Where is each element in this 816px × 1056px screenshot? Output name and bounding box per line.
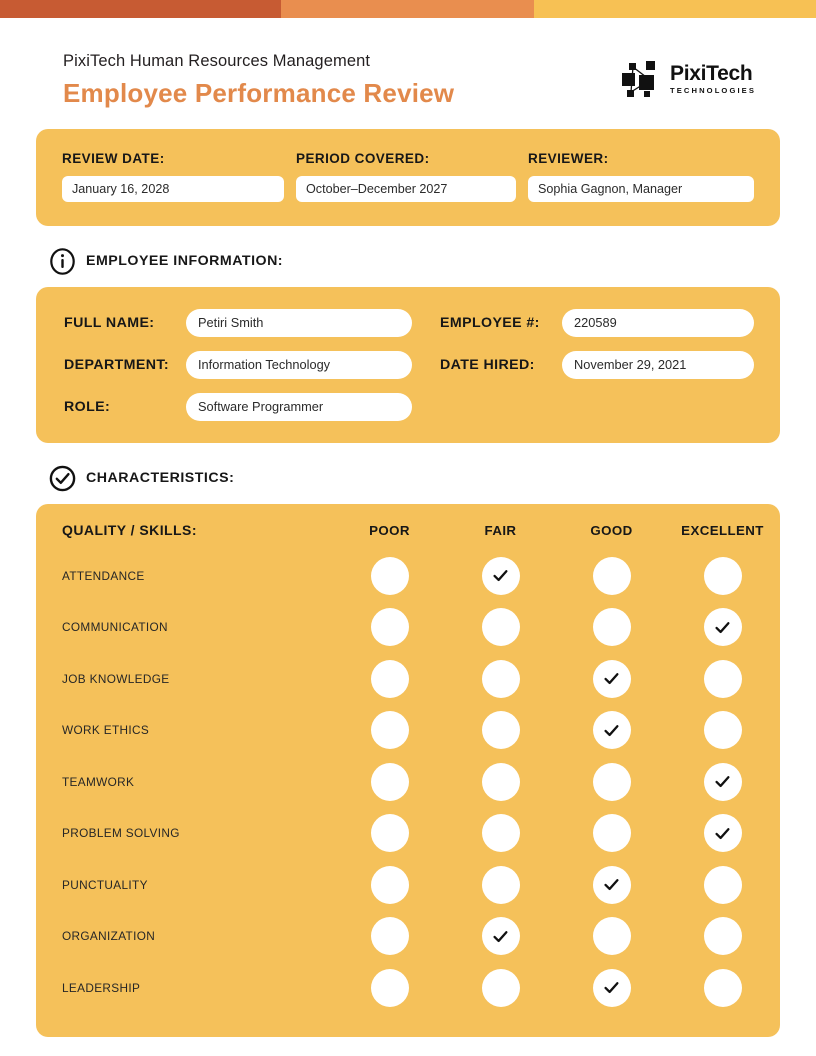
top-bar-segment-3 bbox=[534, 0, 816, 18]
reviewer-field[interactable]: Sophia Gagnon, Manager bbox=[528, 176, 754, 202]
rating-option-selected[interactable] bbox=[704, 763, 742, 801]
period-covered-field[interactable]: October–December 2027 bbox=[296, 176, 516, 202]
rating-header-good bbox=[556, 522, 667, 540]
row-label: ORGANIZATION bbox=[62, 929, 156, 944]
rating-cell-good bbox=[556, 814, 667, 852]
employee-information-heading bbox=[49, 248, 816, 275]
characteristics-table bbox=[36, 504, 780, 1038]
rating-header-label: GOOD bbox=[590, 522, 633, 538]
rating-header-poor bbox=[334, 522, 445, 540]
row-label-cell bbox=[36, 979, 334, 997]
table-row bbox=[36, 550, 780, 602]
rating-option[interactable] bbox=[704, 969, 742, 1007]
rating-header-label: POOR bbox=[369, 522, 410, 538]
row-label-cell bbox=[36, 567, 334, 585]
rating-option[interactable] bbox=[482, 814, 520, 852]
rating-option[interactable] bbox=[371, 866, 409, 904]
row-label: ATTENDANCE bbox=[62, 568, 145, 583]
rating-option[interactable] bbox=[704, 917, 742, 955]
rating-cell-excellent bbox=[667, 763, 778, 801]
rating-cell-poor bbox=[334, 660, 445, 698]
pixitech-logo bbox=[620, 58, 756, 100]
department-field[interactable]: Information Technology bbox=[186, 351, 412, 379]
rating-option-selected[interactable] bbox=[704, 608, 742, 646]
rating-option[interactable] bbox=[593, 608, 631, 646]
rating-cell-poor bbox=[334, 866, 445, 904]
rating-option[interactable] bbox=[482, 711, 520, 749]
rating-option[interactable] bbox=[704, 866, 742, 904]
employee-information-panel bbox=[36, 287, 780, 443]
logo-mark-icon bbox=[620, 58, 664, 100]
rating-cell-fair bbox=[445, 969, 556, 1007]
review-date-field[interactable]: January 16, 2028 bbox=[62, 176, 284, 202]
characteristics-heading bbox=[49, 465, 816, 492]
rating-cell-fair bbox=[445, 814, 556, 852]
quality-skills-header-cell bbox=[36, 522, 334, 540]
rating-option-selected[interactable] bbox=[593, 711, 631, 749]
rating-cell-fair bbox=[445, 917, 556, 955]
department-label: DEPARTMENT: bbox=[64, 356, 170, 373]
rating-cell-poor bbox=[334, 608, 445, 646]
rating-option[interactable] bbox=[482, 763, 520, 801]
rating-option[interactable] bbox=[704, 711, 742, 749]
employee-number-field[interactable]: 220589 bbox=[562, 309, 754, 337]
top-bar-segment-2 bbox=[281, 0, 534, 18]
table-row bbox=[36, 704, 780, 756]
rating-header-fair bbox=[445, 522, 556, 540]
rating-cell-excellent bbox=[667, 711, 778, 749]
rating-cell-poor bbox=[334, 969, 445, 1007]
page-title: Employee Performance Review bbox=[63, 77, 455, 108]
table-row bbox=[36, 756, 780, 808]
header-titles bbox=[63, 48, 454, 109]
employee-number-label: EMPLOYEE #: bbox=[440, 314, 540, 331]
quality-skills-header: QUALITY / SKILLS: bbox=[62, 521, 197, 538]
date-hired-label: DATE HIRED: bbox=[440, 356, 535, 373]
rating-cell-good bbox=[556, 917, 667, 955]
row-label-cell bbox=[36, 721, 334, 739]
rating-cell-good bbox=[556, 557, 667, 595]
review-meta-panel bbox=[36, 129, 780, 226]
rating-option[interactable] bbox=[371, 711, 409, 749]
rating-cell-fair bbox=[445, 608, 556, 646]
department-group bbox=[64, 351, 440, 379]
rating-option[interactable] bbox=[704, 557, 742, 595]
table-row bbox=[36, 962, 780, 1014]
row-label: JOB KNOWLEDGE bbox=[62, 671, 170, 686]
rating-option[interactable] bbox=[371, 608, 409, 646]
role-group bbox=[64, 393, 470, 421]
row-label-cell bbox=[36, 876, 334, 894]
table-row bbox=[36, 859, 780, 911]
row-label: WORK ETHICS bbox=[62, 723, 150, 738]
row-label-cell bbox=[36, 670, 334, 688]
full-name-field[interactable]: Petiri Smith bbox=[186, 309, 412, 337]
role-label: ROLE: bbox=[64, 398, 111, 415]
rating-option-selected[interactable] bbox=[482, 917, 520, 955]
logo-name: PixiTech bbox=[670, 62, 753, 86]
rating-option-selected[interactable] bbox=[704, 814, 742, 852]
rating-cell-excellent bbox=[667, 969, 778, 1007]
table-body bbox=[36, 550, 780, 1014]
role-field[interactable]: Software Programmer bbox=[186, 393, 412, 421]
rating-option[interactable] bbox=[371, 557, 409, 595]
check-circle-icon bbox=[49, 465, 76, 492]
logo-text bbox=[670, 63, 756, 95]
rating-cell-excellent bbox=[667, 608, 778, 646]
rating-cell-good bbox=[556, 660, 667, 698]
period-covered-label: PERIOD COVERED: bbox=[296, 150, 430, 166]
reviewer-group bbox=[528, 151, 754, 202]
date-hired-field[interactable]: November 29, 2021 bbox=[562, 351, 754, 379]
rating-option[interactable] bbox=[371, 814, 409, 852]
rating-option-selected[interactable] bbox=[593, 660, 631, 698]
rating-cell-good bbox=[556, 763, 667, 801]
rating-option[interactable] bbox=[371, 660, 409, 698]
rating-cell-excellent bbox=[667, 660, 778, 698]
table-header-row bbox=[36, 522, 780, 540]
logo-subtitle: TECHNOLOGIES bbox=[670, 86, 756, 96]
rating-cell-excellent bbox=[667, 917, 778, 955]
row-label-cell bbox=[36, 927, 334, 945]
rating-header-label: FAIR bbox=[484, 522, 517, 538]
rating-header-label: EXCELLENT bbox=[681, 522, 764, 538]
rating-cell-good bbox=[556, 608, 667, 646]
review-date-label: REVIEW DATE: bbox=[62, 150, 165, 166]
rating-cell-good bbox=[556, 969, 667, 1007]
rating-option[interactable] bbox=[482, 660, 520, 698]
employee-number-group bbox=[440, 309, 754, 337]
rating-cell-poor bbox=[334, 711, 445, 749]
table-row bbox=[36, 653, 780, 705]
rating-cell-excellent bbox=[667, 866, 778, 904]
rating-option[interactable] bbox=[371, 969, 409, 1007]
top-bar-segment-1 bbox=[0, 0, 281, 18]
row-label-cell bbox=[36, 824, 334, 842]
row-label-cell bbox=[36, 618, 334, 636]
table-row bbox=[36, 601, 780, 653]
rating-option[interactable] bbox=[593, 917, 631, 955]
rating-cell-good bbox=[556, 711, 667, 749]
rating-cell-excellent bbox=[667, 814, 778, 852]
row-label: LEADERSHIP bbox=[62, 980, 141, 995]
rating-cell-fair bbox=[445, 557, 556, 595]
rating-option[interactable] bbox=[593, 557, 631, 595]
rating-option-selected[interactable] bbox=[482, 557, 520, 595]
rating-cell-fair bbox=[445, 660, 556, 698]
table-row bbox=[36, 910, 780, 962]
rating-cell-poor bbox=[334, 814, 445, 852]
rating-cell-fair bbox=[445, 711, 556, 749]
employee-row-name bbox=[64, 309, 754, 337]
reviewer-label: REVIEWER: bbox=[528, 150, 609, 166]
table-row bbox=[36, 807, 780, 859]
info-icon bbox=[49, 248, 76, 275]
rating-cell-poor bbox=[334, 557, 445, 595]
rating-option[interactable] bbox=[482, 866, 520, 904]
rating-header-excellent bbox=[667, 522, 778, 540]
date-hired-group bbox=[440, 351, 754, 379]
row-label: COMMUNICATION bbox=[62, 620, 168, 635]
rating-option[interactable] bbox=[482, 608, 520, 646]
rating-cell-excellent bbox=[667, 557, 778, 595]
rating-option[interactable] bbox=[371, 917, 409, 955]
row-label-cell bbox=[36, 773, 334, 791]
organization-line: PixiTech Human Resources Management bbox=[63, 52, 371, 70]
rating-option-selected[interactable] bbox=[593, 969, 631, 1007]
rating-cell-good bbox=[556, 866, 667, 904]
document-header bbox=[0, 18, 816, 109]
row-label: PUNCTUALITY bbox=[62, 877, 148, 892]
rating-cell-fair bbox=[445, 866, 556, 904]
rating-option[interactable] bbox=[371, 763, 409, 801]
rating-cell-poor bbox=[334, 763, 445, 801]
rating-option[interactable] bbox=[704, 660, 742, 698]
rating-option[interactable] bbox=[593, 814, 631, 852]
period-covered-group bbox=[296, 151, 528, 202]
top-color-bars bbox=[0, 0, 816, 18]
characteristics-title: CHARACTERISTICS: bbox=[86, 470, 235, 487]
rating-option[interactable] bbox=[593, 763, 631, 801]
row-label: TEAMWORK bbox=[62, 774, 135, 789]
rating-option[interactable] bbox=[482, 969, 520, 1007]
employee-information-title: EMPLOYEE INFORMATION: bbox=[86, 253, 284, 270]
rating-option-selected[interactable] bbox=[593, 866, 631, 904]
employee-row-role bbox=[64, 393, 754, 421]
rating-cell-fair bbox=[445, 763, 556, 801]
full-name-label: FULL NAME: bbox=[64, 314, 155, 331]
review-date-group bbox=[62, 151, 296, 202]
full-name-group bbox=[64, 309, 440, 337]
employee-row-department bbox=[64, 351, 754, 379]
row-label: PROBLEM SOLVING bbox=[62, 826, 180, 841]
rating-cell-poor bbox=[334, 917, 445, 955]
